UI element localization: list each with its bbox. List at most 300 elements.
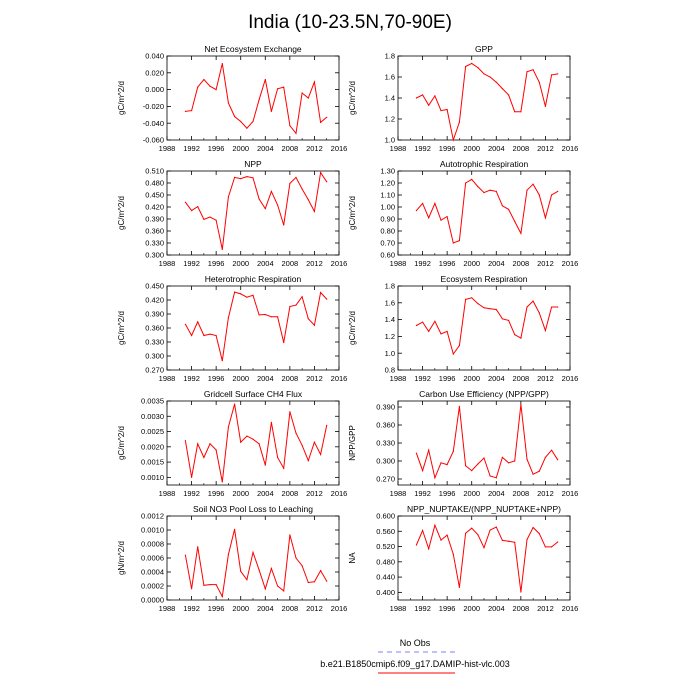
data-point <box>422 94 423 95</box>
series-line-carbon-use-efficiency-npp-gpp <box>416 405 557 478</box>
data-point <box>533 474 534 475</box>
data-point <box>314 81 315 82</box>
data-point <box>502 205 503 206</box>
data-point <box>422 470 423 471</box>
data-point <box>477 463 478 464</box>
y-tick-label: 0.330 <box>376 438 395 448</box>
data-point <box>265 465 266 466</box>
data-point <box>228 317 229 318</box>
data-point <box>471 179 472 180</box>
data-point <box>545 546 546 547</box>
data-point <box>234 177 235 178</box>
data-point <box>185 555 186 556</box>
data-point <box>545 457 546 458</box>
y-tick-label: 0.8 <box>384 365 395 375</box>
y-tick-label: 0.000 <box>145 85 164 95</box>
data-point <box>520 111 521 112</box>
data-point <box>459 587 460 588</box>
x-tick-label: 1996 <box>207 144 225 153</box>
x-tick-label: 1988 <box>158 144 176 153</box>
data-point <box>545 217 546 218</box>
data-point <box>203 335 204 336</box>
data-point <box>453 554 454 555</box>
plot-frame <box>167 516 339 600</box>
data-point <box>320 454 321 455</box>
data-point <box>185 111 186 112</box>
data-point <box>271 316 272 317</box>
x-tick-label: 2016 <box>330 259 348 268</box>
data-point <box>209 584 210 585</box>
y-tick-label: 0.0000 <box>141 595 164 605</box>
y-tick-label: 0.0006 <box>141 553 164 563</box>
data-point <box>259 314 260 315</box>
y-tick-label: 0.480 <box>145 178 164 188</box>
data-point <box>320 570 321 571</box>
x-tick-label: 1992 <box>183 374 200 383</box>
data-point <box>526 71 527 72</box>
data-point <box>271 422 272 423</box>
panel-title: Ecosystem Respiration <box>440 274 528 284</box>
panel-npp-nuptake-npp-nuptake-npp <box>348 504 578 613</box>
x-tick-label: 2004 <box>487 604 505 613</box>
x-tick-label: 2000 <box>232 144 250 153</box>
y-tick-label: 0.70 <box>380 238 395 248</box>
y-tick-label: 0.390 <box>376 402 395 412</box>
panel-gridcell-surface-ch4-flux <box>117 389 347 498</box>
data-point <box>490 475 491 476</box>
data-point <box>434 95 435 96</box>
panel-title: Soil NO3 Pool Loss to Leaching <box>192 504 314 514</box>
data-point <box>283 342 284 343</box>
data-point <box>508 541 509 542</box>
data-point <box>289 306 290 307</box>
x-tick-label: 2000 <box>463 374 481 383</box>
data-point <box>520 404 521 405</box>
data-point <box>216 449 217 450</box>
data-point <box>483 73 484 74</box>
x-tick-label: 2000 <box>232 489 250 498</box>
x-tick-label: 2008 <box>281 144 299 153</box>
x-tick-label: 1992 <box>414 489 431 498</box>
data-point <box>191 477 192 478</box>
data-point <box>447 464 448 465</box>
data-point <box>508 462 509 463</box>
data-point <box>508 209 509 210</box>
data-point <box>539 82 540 83</box>
series-line-soil-no3-pool-loss-to-leaching <box>185 529 326 596</box>
data-point <box>314 442 315 443</box>
data-point <box>508 320 509 321</box>
data-point <box>539 533 540 534</box>
x-tick-label: 1992 <box>183 604 200 613</box>
data-point <box>428 548 429 549</box>
series-line-net-ecosystem-exchange <box>185 64 326 134</box>
data-point <box>490 308 491 309</box>
x-tick-label: 2004 <box>487 374 505 383</box>
x-tick-label: 2008 <box>512 374 530 383</box>
y-tick-label: 0.390 <box>145 309 164 319</box>
data-point <box>502 540 503 541</box>
panel-ecosystem-respiration <box>348 274 578 383</box>
y-axis-label: gC/m^2/d <box>117 81 126 115</box>
x-tick-label: 1996 <box>438 604 456 613</box>
data-point <box>514 542 515 543</box>
data-point <box>191 588 192 589</box>
y-tick-label: 0.420 <box>145 202 164 212</box>
data-point <box>265 314 266 315</box>
plot-frame <box>398 516 570 600</box>
data-point <box>308 97 309 98</box>
y-tick-label: 0.0025 <box>141 427 164 437</box>
x-tick-label: 1992 <box>183 489 200 498</box>
data-point <box>295 133 296 134</box>
data-point <box>533 69 534 70</box>
x-tick-label: 2000 <box>463 144 481 153</box>
data-point <box>428 331 429 332</box>
y-tick-label: 1.6 <box>384 72 395 82</box>
y-tick-label: 0.040 <box>145 51 164 61</box>
panel-title: NPP <box>244 159 262 169</box>
data-point <box>265 208 266 209</box>
data-point <box>453 451 454 452</box>
data-point <box>508 94 509 95</box>
data-point <box>320 122 321 123</box>
data-point <box>453 353 454 354</box>
data-point <box>539 312 540 313</box>
x-tick-label: 2000 <box>463 489 481 498</box>
data-point <box>514 334 515 335</box>
data-point <box>185 324 186 325</box>
series-line-npp-nuptake-npp-nuptake-npp <box>416 525 557 592</box>
panel-title: NPP_NUPTAKE/(NPP_NUPTAKE+NPP) <box>407 504 561 514</box>
data-point <box>477 186 478 187</box>
y-tick-label: 0.90 <box>380 214 395 224</box>
y-tick-label: 1.8 <box>384 281 395 291</box>
data-point <box>240 442 241 443</box>
x-tick-label: 1996 <box>438 489 456 498</box>
x-tick-label: 2000 <box>232 374 250 383</box>
x-tick-label: 2000 <box>463 259 481 268</box>
data-point <box>496 191 497 192</box>
data-point <box>465 465 466 466</box>
y-tick-label: 0.0010 <box>141 525 164 535</box>
data-point <box>551 450 552 451</box>
x-tick-label: 1992 <box>183 259 200 268</box>
y-axis-label: gC/m^2/d <box>348 81 357 115</box>
data-point <box>447 109 448 110</box>
x-tick-label: 1996 <box>438 144 456 153</box>
data-point <box>496 527 497 528</box>
data-point <box>471 470 472 471</box>
y-tick-label: 0.0002 <box>141 581 164 591</box>
data-point <box>228 426 229 427</box>
data-point <box>234 292 235 293</box>
data-point <box>551 74 552 75</box>
x-tick-label: 2012 <box>537 489 554 498</box>
y-tick-label: 1.2 <box>384 332 395 341</box>
data-point <box>453 242 454 243</box>
data-point <box>416 325 417 326</box>
data-point <box>434 477 435 478</box>
data-point <box>514 221 515 222</box>
data-point <box>209 86 210 87</box>
data-point <box>416 453 417 454</box>
data-point <box>483 192 484 193</box>
data-point <box>526 539 527 540</box>
data-point <box>246 128 247 129</box>
y-axis-label: gC/m^2/d <box>117 311 126 345</box>
data-point <box>416 544 417 545</box>
plot-frame <box>167 171 339 255</box>
data-point <box>197 87 198 88</box>
data-point <box>434 203 435 204</box>
y-tick-label: 1.20 <box>380 178 395 188</box>
y-tick-label: 0.0035 <box>141 396 164 406</box>
data-point <box>459 345 460 346</box>
x-tick-label: 2016 <box>561 374 579 383</box>
data-point <box>422 203 423 204</box>
data-point <box>302 445 303 446</box>
data-point <box>222 360 223 361</box>
data-point <box>289 183 290 184</box>
data-point <box>185 440 186 441</box>
data-point <box>447 331 448 332</box>
data-point <box>302 565 303 566</box>
data-point <box>234 116 235 117</box>
data-point <box>222 249 223 250</box>
data-point <box>185 202 186 203</box>
data-point <box>314 325 315 326</box>
series-line-heterotrophic-respiration <box>185 292 326 361</box>
x-tick-label: 1988 <box>389 259 407 268</box>
data-point <box>428 450 429 451</box>
y-tick-label: -0.020 <box>142 102 164 111</box>
data-point <box>496 309 497 310</box>
y-tick-label: 0.0004 <box>141 567 164 577</box>
data-point <box>490 190 491 191</box>
data-point <box>440 110 441 111</box>
data-point <box>203 79 204 80</box>
y-tick-label: 0.440 <box>376 572 395 582</box>
data-point <box>203 219 204 220</box>
data-point <box>234 529 235 530</box>
y-tick-label: 1.0 <box>384 135 395 145</box>
x-tick-label: 2000 <box>232 259 250 268</box>
x-tick-label: 2004 <box>256 144 274 153</box>
panel-title: Autotrophic Respiration <box>439 159 529 169</box>
data-point <box>557 541 558 542</box>
y-tick-label: 0.330 <box>145 337 164 347</box>
data-point <box>197 443 198 444</box>
data-point <box>252 177 253 178</box>
data-point <box>259 569 260 570</box>
y-tick-label: 0.510 <box>145 166 164 176</box>
x-tick-label: 2004 <box>256 604 274 613</box>
y-tick-label: 1.6 <box>384 298 395 308</box>
data-point <box>283 468 284 469</box>
data-point <box>216 335 217 336</box>
x-tick-label: 1988 <box>158 374 176 383</box>
x-tick-label: 2004 <box>487 259 505 268</box>
data-point <box>428 217 429 218</box>
data-point <box>453 139 454 140</box>
data-point <box>326 299 327 300</box>
data-point <box>557 73 558 74</box>
y-axis-label: gC/m^2/d <box>117 196 126 230</box>
plot-frame <box>398 56 570 140</box>
data-point <box>308 199 309 200</box>
data-point <box>203 585 204 586</box>
data-point <box>326 425 327 426</box>
data-point <box>228 102 229 103</box>
x-tick-label: 1988 <box>389 144 407 153</box>
data-point <box>252 121 253 122</box>
data-point <box>283 224 284 225</box>
panel-autotrophic-respiration <box>348 159 578 268</box>
x-tick-label: 1992 <box>183 144 200 153</box>
y-tick-label: 0.450 <box>145 281 164 291</box>
data-point <box>434 525 435 526</box>
data-point <box>459 122 460 123</box>
data-point <box>240 293 241 294</box>
data-point <box>477 303 478 304</box>
data-point <box>526 190 527 191</box>
data-point <box>551 306 552 307</box>
y-tick-label: 0.400 <box>376 587 395 597</box>
data-point <box>259 99 260 100</box>
x-tick-label: 1992 <box>414 259 431 268</box>
y-tick-label: 0.360 <box>376 420 395 430</box>
data-point <box>483 307 484 308</box>
y-tick-label: 0.420 <box>145 295 164 305</box>
data-point <box>308 460 309 461</box>
x-tick-label: 2012 <box>537 259 554 268</box>
data-point <box>526 306 527 307</box>
data-point <box>314 581 315 582</box>
data-point <box>216 89 217 90</box>
x-tick-label: 2004 <box>487 489 505 498</box>
x-tick-label: 1996 <box>207 259 225 268</box>
data-point <box>477 534 478 535</box>
data-point <box>557 191 558 192</box>
data-point <box>252 552 253 553</box>
y-tick-label: 0.520 <box>376 542 395 552</box>
x-tick-label: 2016 <box>561 144 579 153</box>
data-point <box>209 443 210 444</box>
data-point <box>539 194 540 195</box>
data-point <box>302 188 303 189</box>
data-point <box>422 322 423 323</box>
x-tick-label: 2008 <box>512 144 530 153</box>
y-axis-label: NA <box>348 552 357 564</box>
data-point <box>277 585 278 586</box>
data-point <box>259 443 260 444</box>
data-point <box>459 406 460 407</box>
y-tick-label: 0.330 <box>145 238 164 248</box>
data-point <box>277 457 278 458</box>
data-point <box>277 204 278 205</box>
y-tick-label: 0.300 <box>376 456 395 466</box>
y-axis-label: gC/m^2/d <box>348 311 357 345</box>
x-tick-label: 2004 <box>256 259 274 268</box>
x-tick-label: 2012 <box>306 489 323 498</box>
data-point <box>447 216 448 217</box>
data-point <box>216 220 217 221</box>
data-point <box>520 591 521 592</box>
data-point <box>465 533 466 534</box>
y-tick-label: 0.560 <box>376 526 395 536</box>
data-point <box>246 297 247 298</box>
data-point <box>545 330 546 331</box>
x-tick-label: 2016 <box>330 374 348 383</box>
x-tick-label: 2008 <box>512 604 530 613</box>
data-point <box>271 111 272 112</box>
data-point <box>490 530 491 531</box>
x-tick-label: 2008 <box>281 259 299 268</box>
x-tick-label: 1996 <box>207 374 225 383</box>
legend <box>320 638 510 673</box>
data-point <box>440 333 441 334</box>
data-point <box>320 292 321 293</box>
y-tick-label: 0.80 <box>380 226 395 236</box>
y-tick-label: 0.0030 <box>141 411 164 421</box>
data-point <box>326 581 327 582</box>
data-point <box>416 97 417 98</box>
x-tick-label: 2008 <box>512 259 530 268</box>
y-tick-label: 0.300 <box>145 250 164 260</box>
panel-title: GPP <box>475 44 493 54</box>
x-tick-label: 1988 <box>158 259 176 268</box>
data-point <box>191 210 192 211</box>
x-tick-label: 2016 <box>330 489 348 498</box>
data-point <box>302 92 303 93</box>
panel-title: Net Ecosystem Exchange <box>204 44 302 54</box>
y-tick-label: 0.480 <box>376 557 395 567</box>
data-point <box>440 462 441 463</box>
y-axis-label: NPP/GPP <box>348 425 357 461</box>
y-tick-label: 0.270 <box>376 474 395 484</box>
series-line-autotrophic-respiration <box>416 179 557 243</box>
y-tick-label: -0.040 <box>142 118 164 128</box>
data-point <box>222 481 223 482</box>
data-point <box>447 535 448 536</box>
data-point <box>222 596 223 597</box>
data-point <box>557 459 558 460</box>
y-tick-label: 1.00 <box>380 202 395 212</box>
x-tick-label: 2008 <box>281 374 299 383</box>
x-tick-label: 2012 <box>306 144 323 153</box>
data-point <box>533 184 534 185</box>
data-point <box>434 321 435 322</box>
x-tick-label: 2016 <box>330 144 348 153</box>
data-point <box>471 297 472 298</box>
x-tick-label: 2008 <box>281 604 299 613</box>
data-point <box>557 306 558 307</box>
data-point <box>240 571 241 572</box>
data-point <box>308 318 309 319</box>
x-tick-label: 2004 <box>256 374 274 383</box>
y-tick-label: 0.0012 <box>141 511 164 521</box>
y-axis-label: gC/m^2/d <box>117 426 126 460</box>
y-tick-label: 1.10 <box>380 190 395 200</box>
data-point <box>428 105 429 106</box>
data-point <box>520 233 521 234</box>
data-point <box>265 588 266 589</box>
y-axis-label: gC/m^2/d <box>348 196 357 230</box>
series-line-gpp <box>416 63 557 140</box>
data-point <box>496 477 497 478</box>
y-tick-label: 0.360 <box>145 226 164 236</box>
